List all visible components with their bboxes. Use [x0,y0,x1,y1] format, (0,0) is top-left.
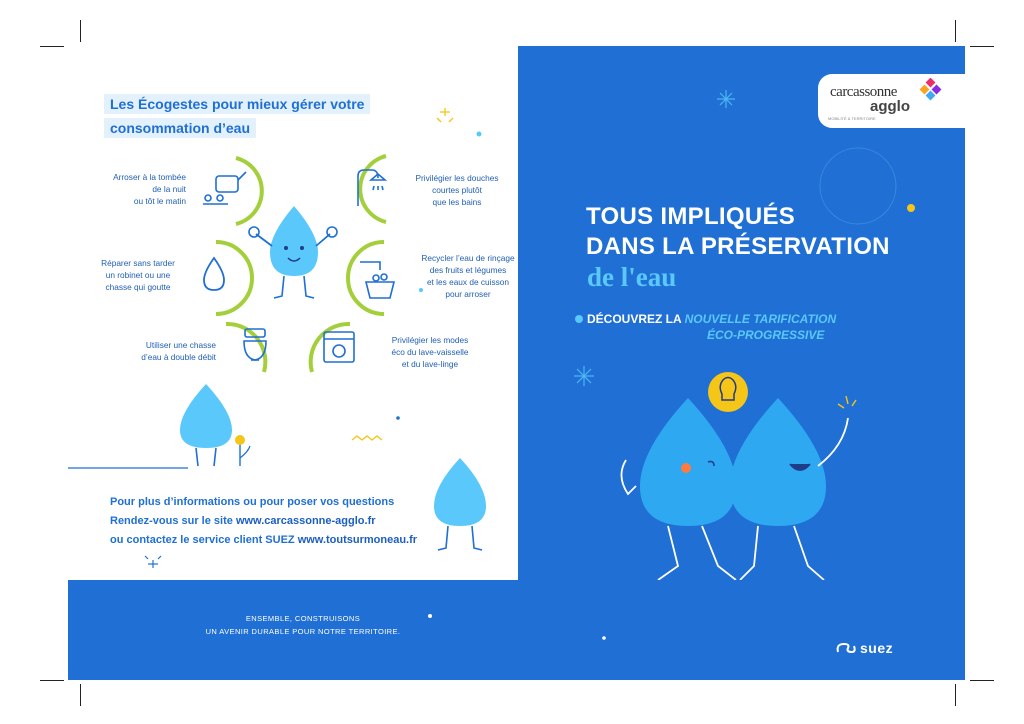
crop-mark [970,46,994,47]
crop-mark [40,46,64,47]
crop-mark [80,20,81,42]
ecogestes-heading: Les Écogestes pour mieux gérer votre consommation d’eau [104,92,404,140]
faucet-basket-icon [360,262,394,298]
decor-dot [428,614,432,618]
logo-diamonds-icon [918,78,944,102]
crop-mark [955,684,956,706]
water-drop-character-sitting [180,384,232,466]
carcassonne-agglo-logo: carcassonne agglo MOBILITÉ & TERRITOIRE [818,74,966,128]
footer-slogan: ENSEMBLE, CONSTRUISONS UN AVENIR DURABLE POUR NOTRE TERRITOIRE. [205,614,401,636]
sparkle-icon [717,90,735,108]
sparkle-icon [838,396,856,408]
decor-dot [477,132,482,137]
crop-mark [80,684,81,706]
decor-dot [396,416,400,420]
bullet-dot [575,315,583,323]
footer-decor [68,580,965,680]
tip-robinet: Réparer sans tarder un robinet ou une chasse qui goutte [101,258,175,292]
water-drop-icon [204,258,224,290]
website-link[interactable]: www.carcassonne-agglo.fr [235,515,376,527]
sparkle-icon [437,108,453,122]
green-arc [216,242,252,314]
suez-website-link[interactable]: www.toutsurmoneau.fr [297,534,418,546]
watering-can-icon [203,172,246,204]
suez-brand: suez [860,640,894,656]
suez-logo-icon [834,638,858,658]
water-drop-character-right [730,398,848,580]
tip-recycler: Recycler l’eau de rinçage des fruits et légumes et les eaux de cuisson pour arroser [421,253,515,299]
crop-mark [40,680,64,681]
decor-dot [907,204,915,212]
discover-line: DÉCOUVREZ LA NOUVELLE TARIFICATION [575,312,836,326]
flower-icon [235,435,250,466]
tip-douches: Privilégier les douches courtes plutôt que les bains [415,173,499,207]
sparkle-icon [574,366,594,386]
contact-info: Pour plus d’informations ou pour poser vos questions Rendez-vous sur le site www.carcassonne-agglo.fr ou contactez le service client SUEZ www.toutsurmoneau.fr [110,496,418,546]
discover-line-2: ÉCO-PROGRESSIVE [707,328,825,342]
dishwasher-icon [324,332,354,362]
crop-mark [955,20,956,42]
water-drop-character [249,206,337,298]
hero-script-subtitle: de l'eau [587,262,677,292]
wave-decor [352,436,382,440]
water-drop-character-left [621,398,736,580]
sparkle-icon [145,556,161,568]
water-drop-character-thinking [434,458,486,550]
tip-lave: Privilégier les modes éco du lave-vaisselle et du lave-linge [391,335,469,369]
green-arc [236,158,262,224]
hero-title: TOUS IMPLIQUÉS DANS LA PRÉSERVATION [586,203,890,260]
tip-chasse: Utiliser une chasse d’eau à double débit [141,340,216,362]
tip-arroser: Arroser à la tombée de la nuit ou tôt le matin [113,172,186,206]
decor-dot [602,636,606,640]
crop-mark [970,680,994,681]
